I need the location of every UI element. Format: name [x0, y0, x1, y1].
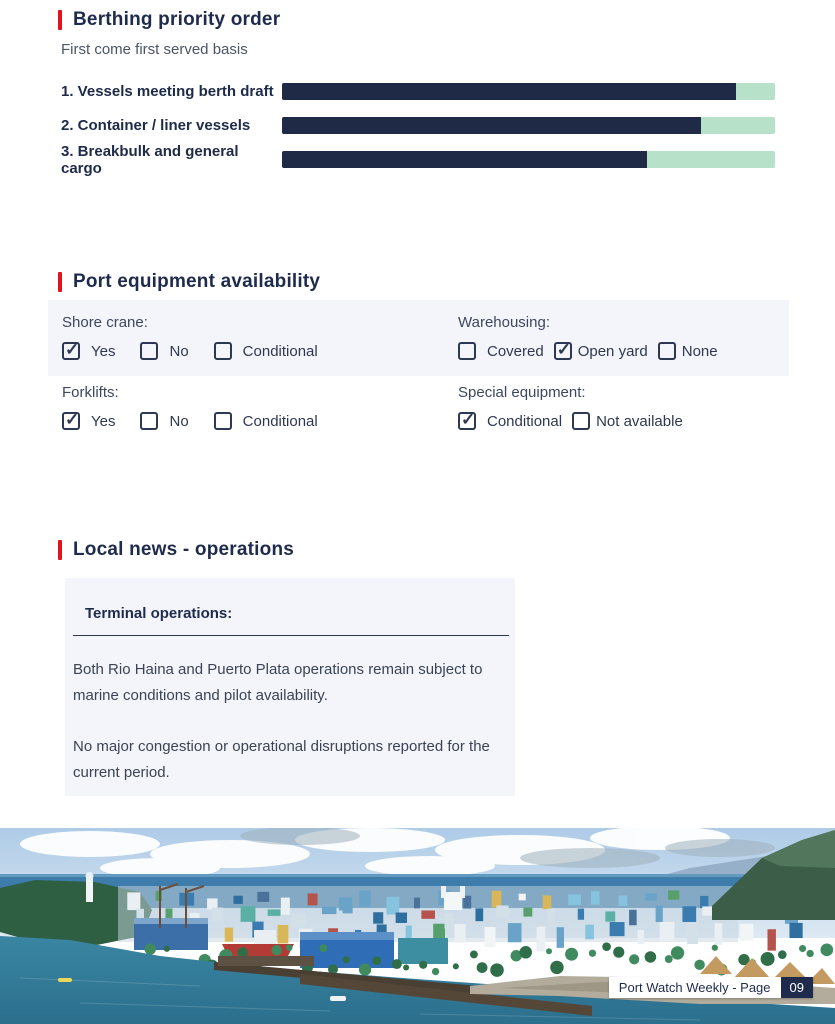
checkbox-warehousing-covered[interactable]: [458, 342, 476, 360]
group-label: Shore crane:: [62, 314, 148, 331]
bar-row: [61, 83, 775, 100]
option-label: Conditional: [487, 412, 563, 430]
option: [62, 412, 115, 430]
options-row: [62, 341, 458, 361]
option: [214, 342, 318, 360]
options-row: [458, 341, 789, 361]
option-label: Covered: [487, 342, 544, 360]
checkbox-forklifts-yes[interactable]: [62, 412, 80, 430]
option-label: Yes: [91, 342, 116, 360]
bar-track: [282, 117, 775, 134]
box-body: [65, 636, 515, 786]
option: [214, 412, 318, 430]
checkbox-shore-crane-yes[interactable]: [62, 342, 80, 360]
option-label: Open yard: [577, 342, 648, 360]
option-label: Conditional: [242, 342, 318, 360]
bar-fill: [282, 83, 736, 100]
option: [140, 342, 188, 360]
footer-page-badge: [609, 977, 813, 998]
footer-title: Port Watch Weekly - Page: [609, 977, 781, 998]
checkbox-warehousing-none[interactable]: [658, 342, 676, 360]
option-label: Not available: [596, 412, 683, 430]
checkbox-forklifts-no[interactable]: [140, 412, 158, 430]
bar-track: [282, 151, 775, 168]
option-label: No: [169, 342, 189, 360]
bar-fill: [282, 117, 701, 134]
terminal-operations-box: [65, 578, 515, 796]
box-title: Terminal operations:: [85, 605, 233, 622]
section-title: Local news - operations: [73, 539, 295, 560]
option: [62, 342, 115, 360]
equipment-row-2: [62, 384, 789, 431]
options-row: [62, 411, 458, 431]
checkbox-special-conditional[interactable]: [458, 412, 476, 430]
news-paragraph: Both Rio Haina and Puerto Plata operations remain subject to marine conditions and pilot availability.: [73, 661, 483, 704]
section-equipment-header: [58, 271, 320, 293]
option: [572, 412, 683, 430]
section-title: Berthing priority order: [73, 9, 281, 30]
group-label: Warehousing:: [458, 314, 550, 331]
bar-track: [282, 83, 775, 100]
bar-row: [61, 142, 775, 177]
checkbox-shore-crane-conditional[interactable]: [214, 342, 232, 360]
group-forklifts: [62, 384, 458, 431]
red-accent-bar: [58, 540, 62, 560]
bar-label: 2. Container / liner vessels: [61, 117, 251, 134]
group-warehousing: [458, 314, 789, 361]
section-berthing-priority: [58, 9, 775, 185]
bar-fill: [282, 151, 647, 168]
bar-row: [61, 117, 775, 134]
options-row: [458, 411, 789, 431]
group-special-equipment: [458, 384, 789, 431]
option: [458, 412, 562, 430]
option-label: None: [681, 342, 718, 360]
priority-bar-chart: [61, 83, 775, 177]
section-subtitle: First come first served basis: [61, 41, 248, 58]
red-accent-bar: [58, 272, 62, 292]
section-title: Port equipment availability: [73, 271, 321, 292]
group-shore-crane: [62, 314, 458, 361]
group-label: Special equipment:: [458, 384, 586, 401]
checkbox-forklifts-conditional[interactable]: [214, 412, 232, 430]
bar-label: 3. Breakbulk and general cargo: [61, 142, 239, 177]
section-header: [58, 9, 775, 31]
group-label: Forklifts:: [62, 384, 119, 401]
option: [658, 342, 718, 360]
bar-label: 1. Vessels meeting berth draft: [61, 83, 274, 100]
equipment-row-1: [62, 314, 789, 361]
section-news-header: [58, 539, 294, 561]
option: [140, 412, 188, 430]
checkbox-warehousing-open-yard[interactable]: [554, 342, 572, 360]
option-label: Conditional: [242, 412, 318, 430]
option-label: Yes: [91, 412, 116, 430]
checkbox-special-not-available[interactable]: [572, 412, 590, 430]
page-number: 09: [781, 977, 813, 998]
option-label: No: [169, 412, 189, 430]
news-paragraph: No major congestion or operational disruptions reported for the current period.: [73, 738, 490, 781]
red-accent-bar: [58, 10, 62, 30]
option: [554, 342, 648, 360]
option: [458, 342, 544, 360]
checkbox-shore-crane-no[interactable]: [140, 342, 158, 360]
